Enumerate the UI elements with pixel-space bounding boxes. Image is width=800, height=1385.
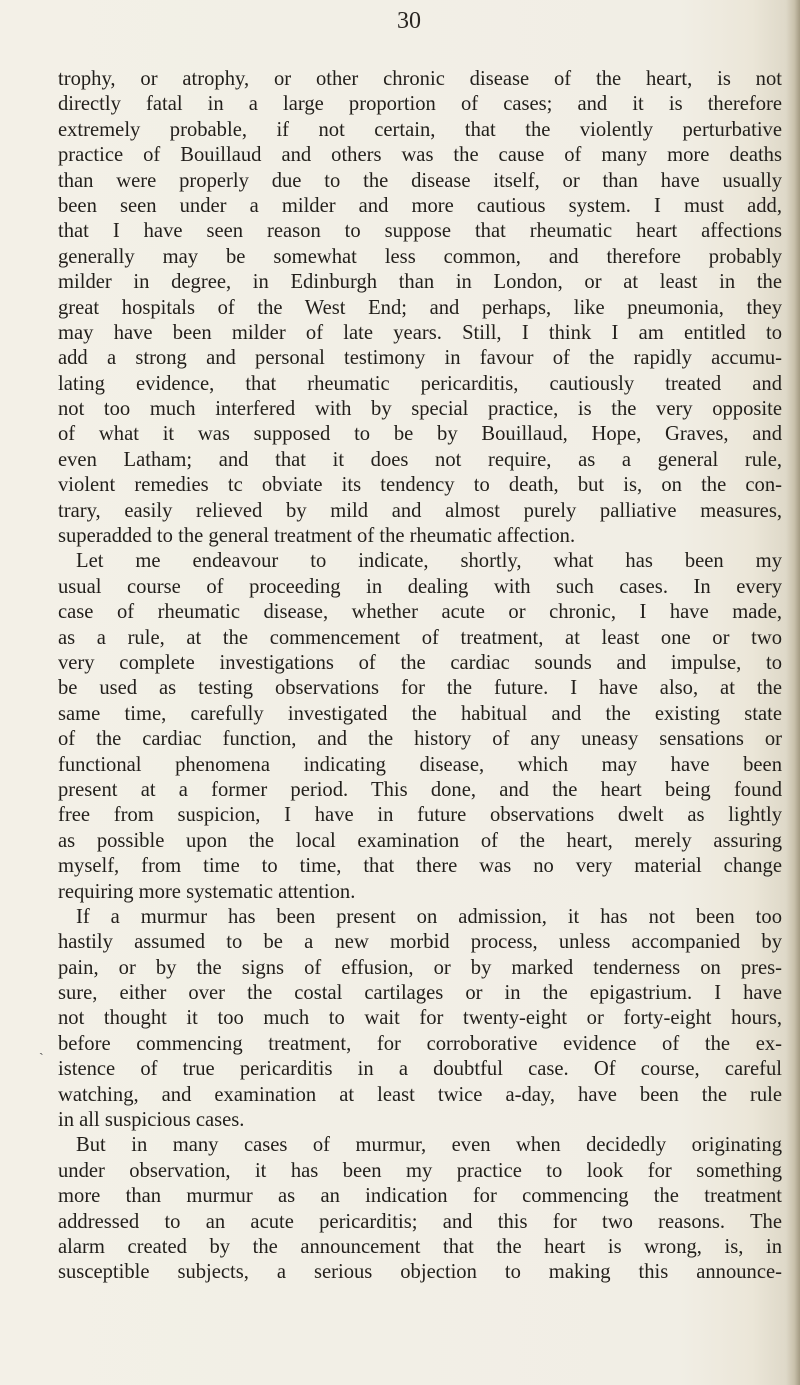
text-line: trophy, or atrophy, or other chronic disease of the heart, is not — [58, 68, 782, 90]
text-line: trary, easily relieved by mild and almost purely palliative measures, — [58, 499, 782, 522]
text-line: lating evidence, that rheumatic pericarditis, cautiously treated and — [58, 372, 782, 395]
text-line: myself, from time to time, that there was no very material change — [58, 855, 782, 878]
text-line: even Latham; and that it does not require, as a general rule, — [58, 448, 782, 471]
text-line: of what it was supposed to be by Bouillaud, Hope, Graves, and — [58, 423, 782, 446]
text-line: usual course of proceeding in dealing with such cases. In every — [58, 575, 782, 598]
text-line: before commencing treatment, for corroborative evidence of the ex- — [58, 1032, 782, 1055]
text-line: istence of true pericarditis in a doubtful case. Of course, careful — [58, 1058, 782, 1081]
stray-mark: ˎ — [39, 1041, 44, 1056]
text-line: violent remedies tc obviate its tendency to death, but is, on the con- — [58, 474, 782, 497]
text-line: Let me endeavour to indicate, shortly, what has been my — [76, 550, 782, 573]
text-line: present at a former period. This done, and the heart being found — [58, 778, 782, 801]
text-line: If a murmur has been present on admission, it has not been too — [76, 905, 782, 928]
text-line: may have been milder of late years. Still, I think I am entitled to — [58, 321, 782, 344]
text-line: been seen under a milder and more cautious system. I must add, — [58, 194, 782, 217]
text-line: as possible upon the local examination of the heart, merely assuring — [58, 829, 782, 852]
text-line: not too much interfered with by special practice, is the very opposite — [58, 398, 782, 421]
text-line: in all suspicious cases. — [58, 1109, 245, 1132]
text-line: superadded to the general treatment of the rheumatic affection. — [58, 525, 576, 548]
text-line: under observation, it has been my practice to look for something — [58, 1159, 782, 1182]
page-number: 30 — [397, 8, 421, 34]
text-line: be used as testing observations for the future. I have also, at the — [58, 677, 782, 700]
text-line: generally may be somewhat less common, and therefore probably — [58, 245, 782, 268]
text-line: that I have seen reason to suppose that rheumatic heart affections — [58, 220, 782, 243]
text-line: milder in degree, in Edinburgh than in London, or at least in the — [58, 271, 782, 294]
page-edge-shadow — [786, 0, 800, 1385]
text-line: hastily assumed to be a new morbid process, unless accompanied by — [58, 931, 782, 954]
text-line: But in many cases of murmur, even when decidedly originating — [76, 1134, 782, 1157]
text-line: as a rule, at the commencement of treatment, at least one or two — [58, 626, 782, 649]
text-line: susceptible subjects, a serious objection to making this announce- — [58, 1261, 782, 1284]
text-line: functional phenomena indicating disease, which may have been — [58, 753, 782, 776]
text-line: directly fatal in a large proportion of cases; and it is therefore — [58, 93, 782, 116]
text-line: not thought it too much to wait for twenty-eight or forty-eight hours, — [58, 1007, 782, 1030]
text-line: great hospitals of the West End; and perhaps, like pneumonia, they — [58, 296, 782, 319]
text-line: free from suspicion, I have in future observations dwelt as lightly — [58, 804, 782, 827]
text-line: than were properly due to the disease itself, or than have usually — [58, 169, 782, 192]
text-line: requiring more systematic attention. — [58, 880, 356, 903]
text-line: same time, carefully investigated the habitual and the existing state — [58, 702, 782, 725]
text-line: pain, or by the signs of effusion, or by marked tenderness on pres- — [58, 956, 782, 979]
text-line: addressed to an acute pericarditis; and this for two reasons. The — [58, 1210, 782, 1233]
body-text — [58, 67, 782, 1286]
text-line: sure, either over the costal cartilages or in the epigastrium. I have — [58, 982, 782, 1005]
text-line: of the cardiac function, and the history of any uneasy sensations or — [58, 728, 782, 751]
text-line: practice of Bouillaud and others was the cause of many more deaths — [58, 144, 782, 167]
text-line: extremely probable, if not certain, that the violently perturbative — [58, 118, 782, 141]
text-line: more than murmur as an indication for commencing the treatment — [58, 1185, 782, 1208]
text-line: add a strong and personal testimony in favour of the rapidly accumu- — [58, 347, 782, 370]
text-line: watching, and examination at least twice a-day, have been the rule — [58, 1083, 782, 1106]
text-line: alarm created by the announcement that the heart is wrong, is, in — [58, 1235, 782, 1258]
text-line: very complete investigations of the cardiac sounds and impulse, to — [58, 651, 782, 674]
text-line: case of rheumatic disease, whether acute or chronic, I have made, — [58, 601, 782, 624]
